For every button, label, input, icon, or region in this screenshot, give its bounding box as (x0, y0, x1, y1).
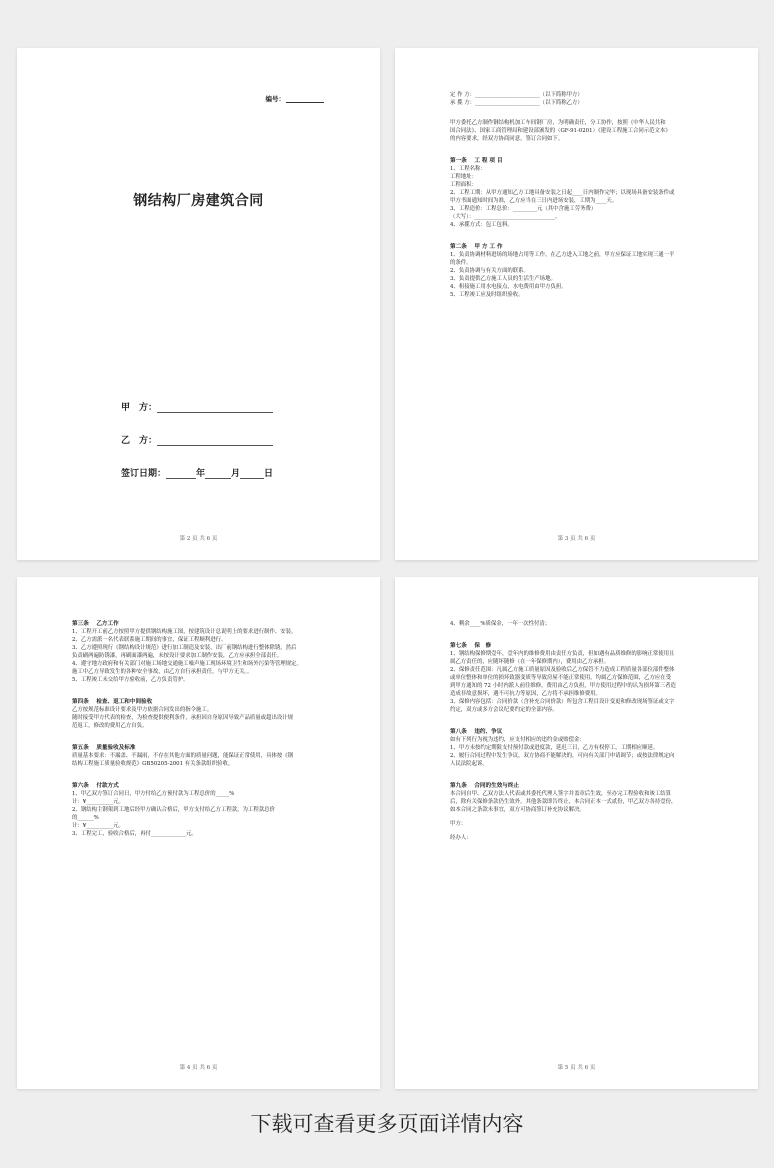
text-line: 3、工程造价：工程总价：_________元（其中含施工劳务费） (450, 206, 597, 212)
text-line: 工程面积： (450, 182, 477, 188)
article-heading: 第七条 保 修 (450, 643, 492, 649)
article-heading: 第四条 检查、返工和中间验收 (72, 699, 153, 705)
text-line: 约定，双方或多方会议纪要约定的全部内容。 (450, 707, 558, 713)
text-line: 4、租接施工用水电接点，水电费用由甲方负担。 (450, 284, 567, 290)
text-line: 3、保修内容包括：合同价款（含补充合同价款）所包含工程目设计变更和修改现场签证或文字 (450, 699, 675, 705)
serial-number: 编号： (266, 94, 325, 103)
text-line: 工程地址： (450, 174, 477, 180)
article-heading: 第九条 合同的生效与终止 (450, 783, 520, 789)
text-line: 如本合同之条款未事宜，双方可协商签订补充协议解决。 (450, 807, 585, 813)
text-line: 3、负责提供乙方施工人员的生活生产场地。 (450, 276, 556, 282)
text-line: 属乙方责任的，应随坏随修（在一年保修期内），费用由乙方承担。 (450, 659, 610, 665)
text-line: 国合同法》、国家工商管理局和建设部颁发的（GF-91-0201）《建设工程施工合同示范文本》 (450, 128, 671, 134)
article-heading: 第二条 甲 方 工 作 (450, 244, 503, 250)
text-line: 随时接受甲方代表的检查，为检查提供便利条件，承担因自身原因导致产品质量或超出设计规 (72, 715, 294, 721)
page-cover (17, 48, 380, 560)
article-heading: 第三条 乙方工作 (72, 621, 119, 627)
text-line: 1、工程名称： (450, 166, 486, 172)
text-line: 的内容要求，经双方协商同意，签订合同如下。 (450, 136, 564, 142)
text-line: 施工中乙方导致发生的各种安全事故，由乙方自行承担责任，与甲方无关。。 (72, 669, 253, 675)
text-line: 4、遵守地方政府和有关部门对施工场地交通施工噪声施工现场环境卫生和场外污染等管理规定。 (72, 661, 302, 667)
text-line: 计：¥__________元。 (72, 799, 124, 805)
text-line: 如有下列行为视为违约，应支付相应的违约金或赔偿金： (450, 737, 585, 743)
text-line: 甲方委托乙方制作钢结构机加工车间钢厂房，为明确责任，分工协作，按照《中华人民共和 (450, 120, 666, 126)
page-contract-2 (395, 48, 758, 560)
page-body (450, 620, 703, 842)
text-line: 的______% (72, 815, 99, 821)
text-line: 2、保修责任范围：凡属乙方施工质量原因及验收后乙方保管不力造成工程质量各部位部件整体 (450, 667, 675, 673)
page-contract-3 (17, 577, 380, 1089)
text-line: 到甲方通知的 72 小时内派人前往维修，费用由乙方负担，甲方使用过程中的认为损坏第三者造 (450, 683, 676, 689)
page-contract-4 (395, 577, 758, 1089)
text-line: 2、乙方需派一名代表联系施工期间的事宜，保证工程顺利进行。 (72, 637, 227, 643)
text-line: 3、乙方遵照现行《钢结构设计规范》进行加工制造及安装，出厂前钢结构进行整体除锈，然后 (72, 645, 297, 651)
article-heading: 第六条 付款方式 (72, 783, 119, 789)
text-line: 2、负责协调与有关方面的联系。 (450, 268, 529, 274)
text-line: 本合同自甲、乙双方法人代表或其委托代理人签字并盖章后生效，至办完工程验收和竣工结算 (450, 791, 672, 797)
article-heading: 第八条 违约、争议 (450, 729, 503, 735)
text-line: 2、钢结构主钢架到工地后经甲方确认合格后，甲方支付给乙方工程款，为工程款总价 (72, 807, 275, 813)
text-line: 5、工程竣工未交给甲方验收前，乙方负责管护。 (72, 677, 189, 683)
text-line: 经办人： (450, 835, 472, 841)
text-line: 2、履行合同过程中发生争议，双方协商不能解决的，可向有关部门申请调节；或按法律规定向 (450, 753, 675, 759)
text-line: 人民法院起诉。 (450, 761, 488, 767)
text-line: 4、承揽方式：包工包料。 (450, 222, 513, 228)
text-line: 1、钢结构保修期壹年，壹年内的维修费用由责任方负责，但如遇有品质维修的影响正常使用且 (450, 651, 675, 657)
text-line: 1、甲方未按约定期限支付预付款或进度款，延迟三日，乙方有权停工，工期相应顺延。 (450, 745, 659, 751)
page-number: 第 5 页 共 6 页 (557, 1065, 596, 1071)
party-b-field: 乙 方： (121, 433, 273, 446)
page-number: 第 4 页 共 6 页 (179, 1065, 218, 1071)
text-line: 质量基本要求：不漏盖、不漏雨，不存在其他方面的质量问题，能保证正常使用，具体按《钢 (72, 753, 294, 759)
download-more-caption: 下载可查看更多页面详情内容 (250, 1112, 524, 1136)
article-heading: 第五条 质量验收及标准 (72, 745, 136, 751)
text-line: 后，除有关保修条款仍生效外，其他条款即告终止，本合同正本一式贰份，甲乙双方各持壹份， (450, 799, 677, 805)
article-heading: 第一条 工 程 项 目 (450, 158, 503, 164)
text-line: 1、负责协调材料进场的场地占用等工作，在乙方进入工地之前，甲方应保证工地实现三通一平 (450, 252, 675, 258)
party-a-field: 甲 方： (121, 400, 273, 413)
sign-date-field: 签订日期： 年 月 日 (121, 469, 274, 479)
text-line: 或单位整体和单位的损坏致器变质等导致房屋不能正常使用，均属乙方保修范围，乙方应在受 (450, 675, 672, 681)
text-line: 乙方按规范标准设计要求及甲方依据合同发出的指令施工。 (72, 707, 213, 713)
page-number: 第 2 页 共 6 页 (179, 536, 218, 542)
page-body (72, 620, 325, 838)
text-line: 结构工程施工质量验收规范》GB50205-2001 有关条款组织验收。 (72, 761, 234, 767)
text-line: 的条件。 (450, 260, 472, 266)
text-line: 造成非故意损坏，遇不可抗力等原因，乙方将不承担维修费用。 (450, 691, 601, 697)
text-line: （大写）：______________________________。 (450, 214, 561, 220)
text-line: 3、工程完工，验收合格后，再付_____________元。 (72, 831, 197, 837)
text-line: 甲方： (450, 821, 467, 827)
text-line: 负责刷两遍防锈漆，再刷面漆两遍，未按设计要求加工制作安装，乙方应承担全部责任。 (72, 653, 283, 659)
text-line: 5、工程竣工应及时组织验收。 (450, 292, 524, 298)
text-line: 1、甲乙双方签订合同日，甲方付给乙方预付款为工程总价的_____% (72, 791, 235, 797)
text-line: 承 揽 方：________________________（以下简称乙方） (450, 100, 583, 106)
text-line: 甲方书面通知时间为准，乙方应当在三日内进场安装，工期为____天。 (450, 198, 618, 204)
text-line: 计：¥__________元。 (72, 823, 124, 829)
text-line: 定 作 方：________________________（以下简称甲方） (450, 92, 583, 98)
text-line: 4、剩余____%质保金，一年一次性付清； (450, 621, 551, 627)
page-body (450, 91, 703, 299)
text-line: 范返工，修改的费用乙方自负。 (72, 723, 148, 729)
page-number: 第 3 页 共 6 页 (557, 536, 596, 542)
text-line: 2、工程工期：从甲方通知乙方工地具备安装之日起____日内制作完毕；以现场具备安装条件或 (450, 190, 675, 196)
text-line: 1、工程开工前乙方按照甲方提供钢结构施工图，按建筑设计总说明上的要求进行制作、安装。 (72, 629, 297, 635)
contract-title: 钢结构厂房建筑合同 (133, 193, 264, 209)
